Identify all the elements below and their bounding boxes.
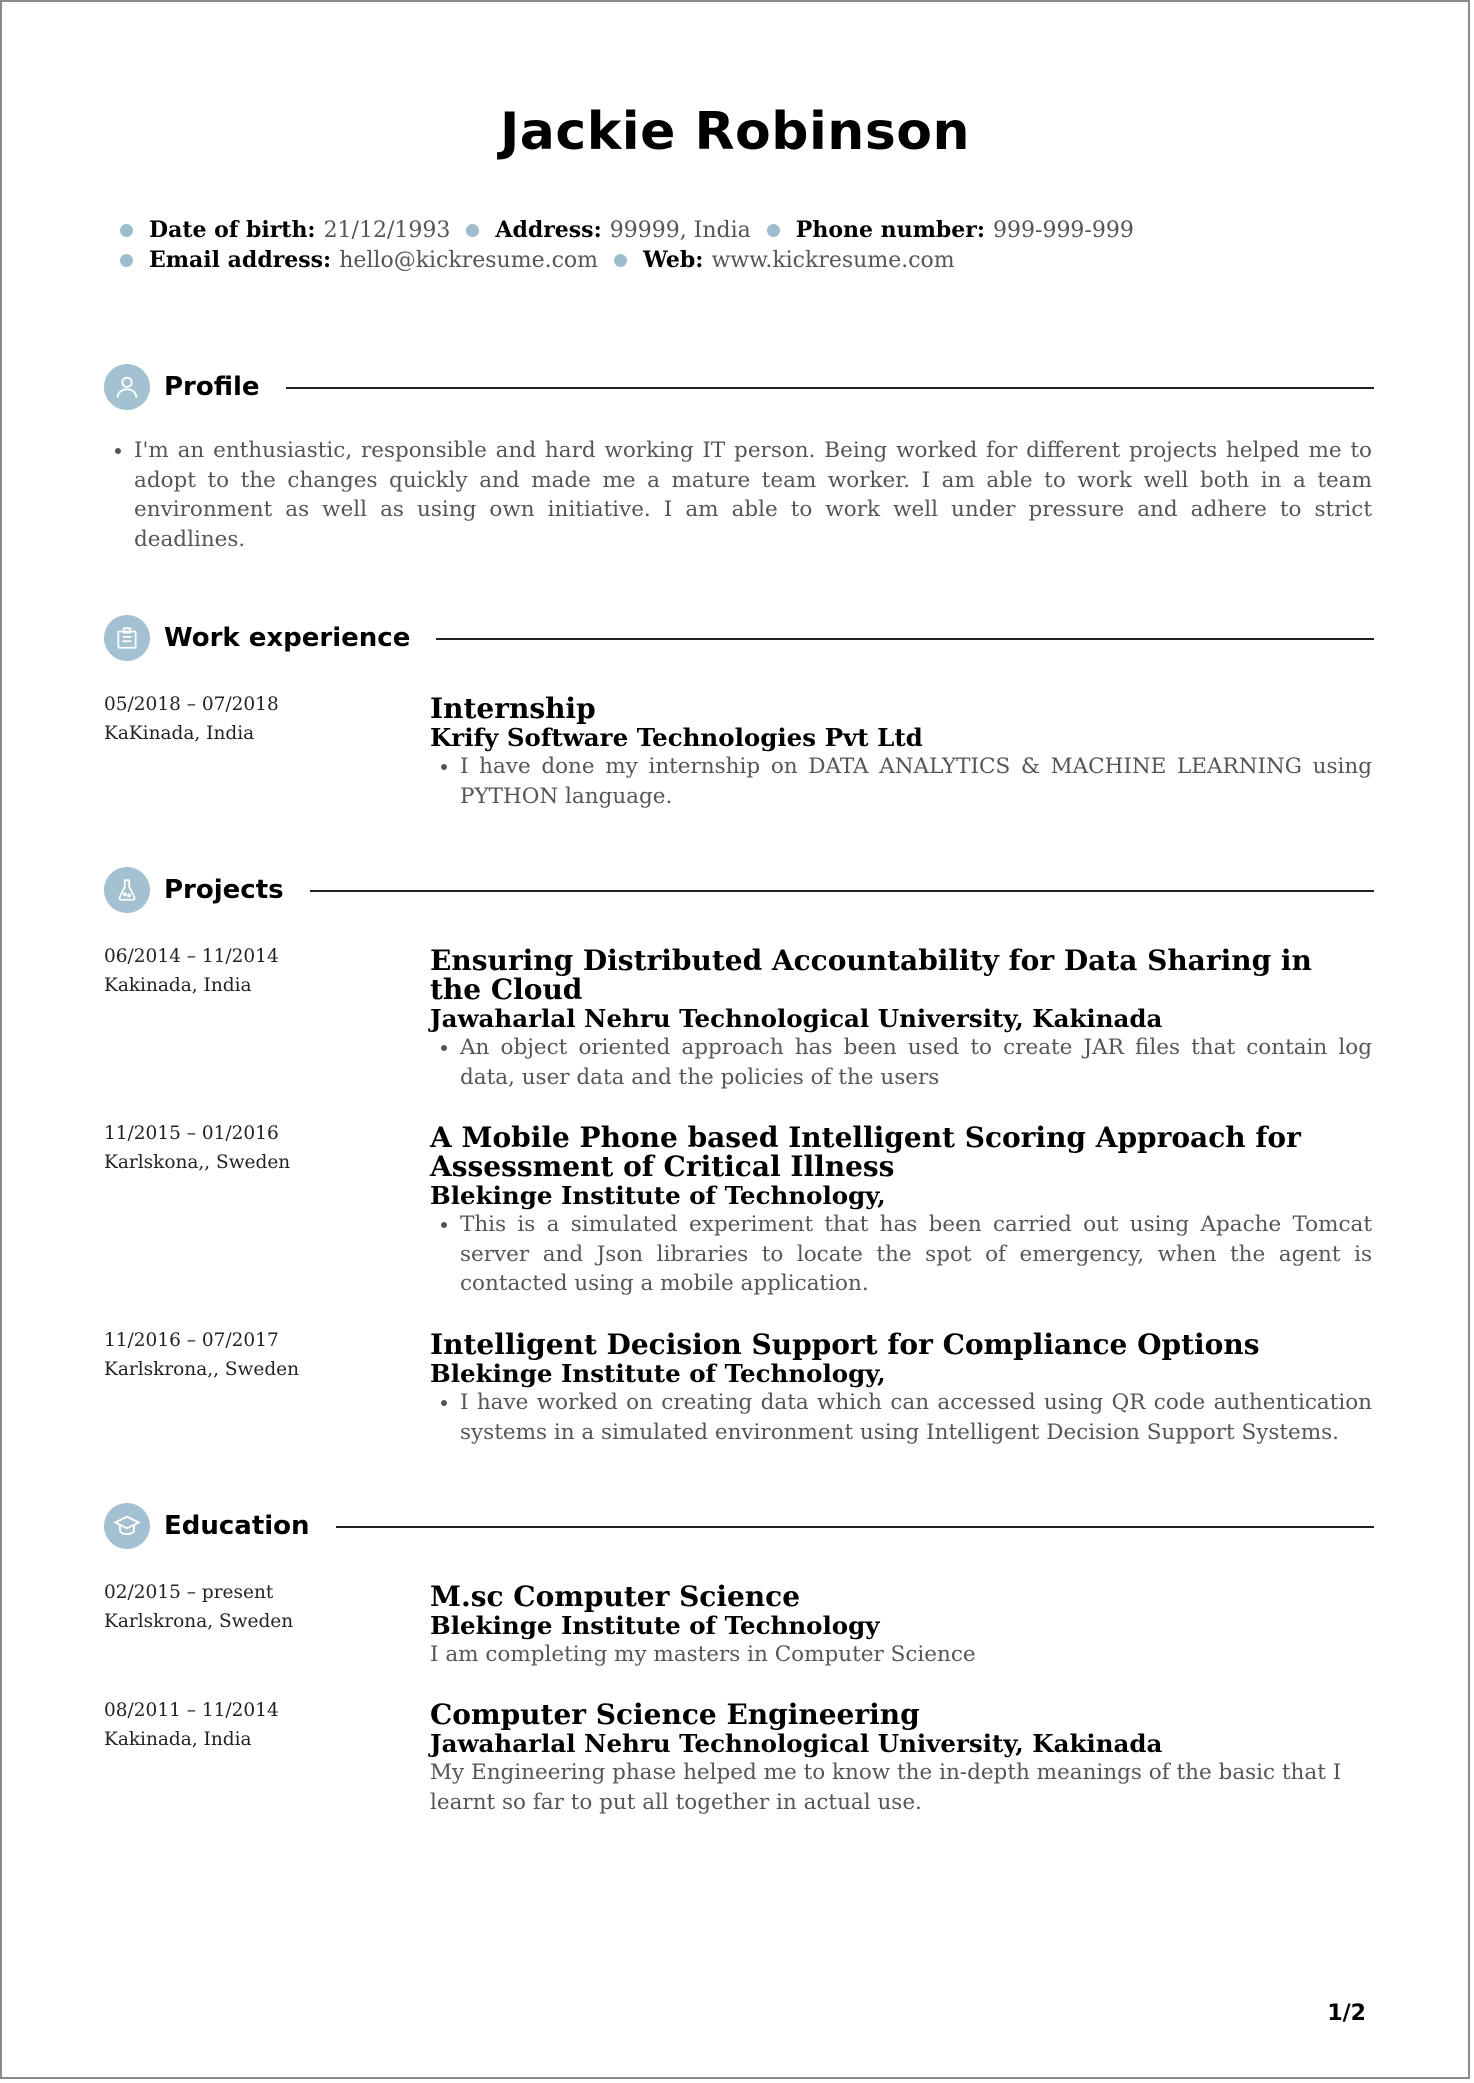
entry-title: Internship [430,692,596,725]
user-icon [104,364,150,410]
entry-location: KaKinada, India [104,723,255,744]
entry-description: I am completing my masters in Computer Science [430,1642,976,1667]
entry-organization: Blekinge Institute of Technology, [430,1359,886,1388]
entry-description: • I have worked on creating data which can accessed using QR code authentication systems in a simulated environment using Intelligent Decision Support Systems. [460,1388,1372,1447]
bullet-dot-icon [466,224,479,237]
entry-title: M.sc Computer Science [430,1580,801,1613]
page-number: 1/2 [1327,2001,1366,2026]
entry-description: • I have done my internship on DATA ANALYTICS & MACHINE LEARNING using PYTHON language. [460,752,1372,811]
entry-description: • An object oriented approach has been used to create JAR files that contain log data, user data and the policies of the users [460,1033,1372,1092]
contact-dob: Date of birth: 21/12/1993 [120,217,450,243]
bullet-dot-icon [767,224,780,237]
bullet-dot-icon [120,224,133,237]
section-header-projects [104,867,1374,913]
entry-description: My Engineering phase helped me to know the in-depth meanings of the basic that I learnt so far to put all together in actual use. [430,1760,1342,1815]
entry-organization: Blekinge Institute of Technology, [430,1181,886,1210]
entry-title: Computer Science Engineering [430,1698,920,1731]
entry-title: A Mobile Phone based Intelligent Scoring Approach for Assessment of Critical Illness [430,1121,1301,1183]
section-divider [164,890,1374,892]
entry-organization: Jawaharlal Nehru Technological University, Kakinada [430,1729,1163,1758]
bullet-dot-icon [120,254,133,267]
entry-organization: Jawaharlal Nehru Technological University, Kakinada [430,1004,1163,1033]
entry-dates: 06/2014 – 11/2014 [104,946,279,967]
entry-dates: 08/2011 – 11/2014 [104,1700,279,1721]
candidate-name: Jackie Robinson [499,102,971,162]
contact-phone: Phone number: 999-999-999 [767,217,1134,243]
contact-info [120,215,1380,275]
section-header-profile [104,364,1374,410]
section-header-education [104,1503,1374,1549]
section-title-projects: Projects [164,875,310,905]
section-divider [164,1526,1374,1528]
entry-location: Karlskona,, Sweden [104,1152,291,1173]
graduation-cap-icon [104,1503,150,1549]
entry-location: Kakinada, India [104,1729,252,1750]
entry-location: Karlskrona, Sweden [104,1611,294,1632]
section-divider [164,387,1374,389]
bullet-dot-icon [614,254,627,267]
entry-description: • This is a simulated experiment that has been carried out using Apache Tomcat server and Json libraries to locate the spot of emergency, when the agent is contacted using a mobile application. [460,1210,1372,1299]
entry-title: Intelligent Decision Support for Compliance Options [430,1328,1260,1361]
entry-dates: 11/2016 – 07/2017 [104,1330,279,1351]
section-title-education: Education [164,1511,336,1541]
entry-location: Karlskrona,, Sweden [104,1359,300,1380]
entry-location: Kakinada, India [104,975,252,996]
entry-organization: Krify Software Technologies Pvt Ltd [430,723,923,752]
entry-dates: 11/2015 – 01/2016 [104,1123,279,1144]
contact-address: Address: 99999, India [466,217,750,243]
profile-summary: • I'm an enthusiastic, responsible and hard working IT person. Being worked for different projects helped me to adopt to the changes quickly and made me a mature team worker. I am able to work well both in a team environment as well as using own initiative. I am able to work well under pressure and adhere to strict deadlines. [104,436,1372,554]
entry-dates: 05/2018 – 07/2018 [104,694,279,715]
flask-icon [104,867,150,913]
section-header-work [104,615,1374,661]
entry-dates: 02/2015 – present [104,1582,274,1603]
briefcase-icon [104,615,150,661]
entry-organization: Blekinge Institute of Technology [430,1611,880,1640]
contact-web: Web: www.kickresume.com [614,247,955,273]
contact-email: Email address: hello@kickresume.com [120,247,598,273]
section-title-profile: Profile [164,372,286,402]
entry-title: Ensuring Distributed Accountability for Data Sharing in the Cloud [430,944,1312,1006]
section-title-work: Work experience [164,623,436,653]
